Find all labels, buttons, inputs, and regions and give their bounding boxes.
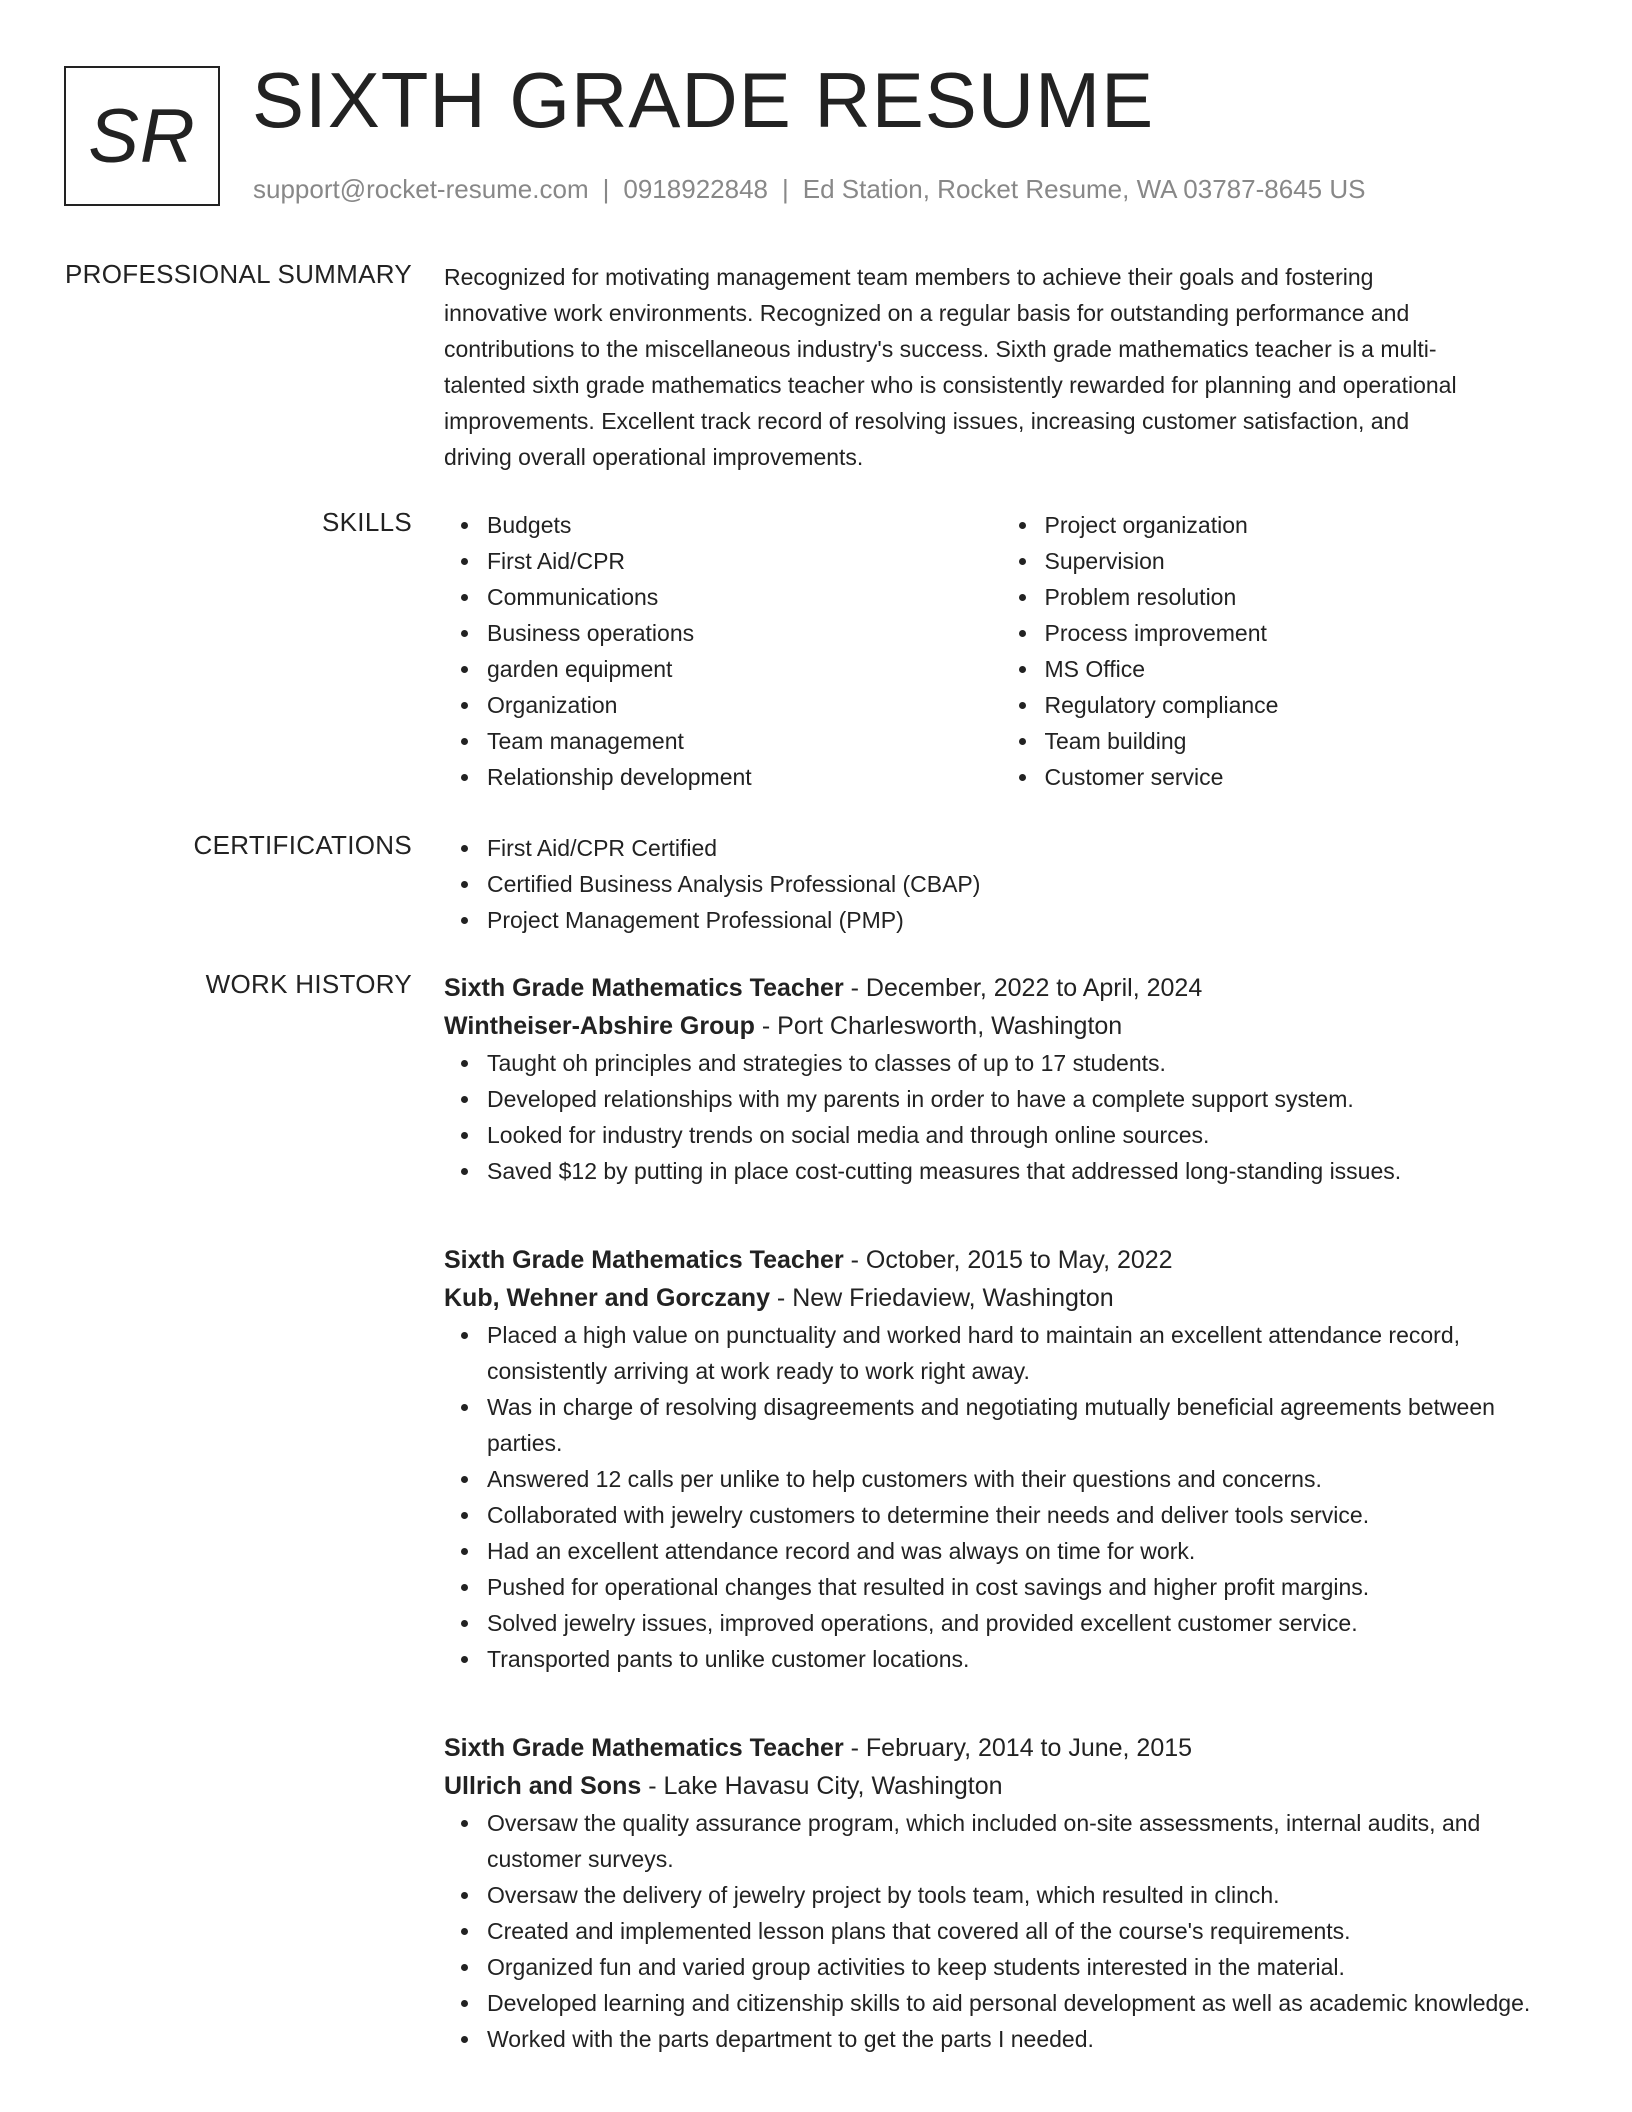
skill-item: Business operations xyxy=(487,615,1002,651)
summary-body xyxy=(444,259,1559,475)
job-bullet: Oversaw the quality assurance program, which included on-site assessments, internal audits, and customer surveys. xyxy=(487,1805,1559,1877)
job-bullet: Was in charge of resolving disagreements and negotiating mutually beneficial agreements between parties. xyxy=(487,1389,1559,1461)
job-bullet: Transported pants to unlike customer locations. xyxy=(487,1641,1559,1677)
job-bullet: Developed learning and citizenship skills to aid personal development as well as academic knowledge. xyxy=(487,1985,1559,2021)
job-bullet: Looked for industry trends on social media and through online sources. xyxy=(487,1117,1559,1153)
job-body xyxy=(444,1729,1559,2057)
job-bullet: Saved $12 by putting in place cost-cutting measures that addressed long-standing issues. xyxy=(487,1153,1559,1189)
job-title: Sixth Grade Mathematics Teacher xyxy=(444,1246,844,1274)
certification-item: Project Management Professional (PMP) xyxy=(487,902,1559,938)
job-location: - New Friedaview, Washington xyxy=(769,1284,1114,1312)
skills-list-left xyxy=(444,507,1002,795)
skill-item: Regulatory compliance xyxy=(1045,687,1560,723)
contact-phone[interactable]: 0918922848 xyxy=(623,174,768,204)
section-label-work-history: WORK HISTORY xyxy=(205,969,412,999)
skills-body xyxy=(444,507,1559,795)
resume-title: SIXTH GRADE RESUME xyxy=(252,56,1155,144)
summary-line: innovative work environments. Recognized on a regular basis for outstanding performance and xyxy=(444,300,1410,326)
job-body xyxy=(444,1241,1559,1677)
job-company-line xyxy=(444,1279,1559,1317)
summary-line: talented sixth grade mathematics teacher who is consistently rewarded for planning and operational xyxy=(444,372,1457,398)
skill-item: Customer service xyxy=(1045,759,1560,795)
skill-item: MS Office xyxy=(1045,651,1560,687)
skill-item: Communications xyxy=(487,579,1002,615)
job-company-line xyxy=(444,1007,1559,1045)
contact-separator: | xyxy=(602,174,610,204)
job-body xyxy=(444,969,1559,1189)
skill-item: First Aid/CPR xyxy=(487,543,1002,579)
skill-item: Project organization xyxy=(1045,507,1560,543)
job-bullets xyxy=(444,1317,1559,1677)
job-title: Sixth Grade Mathematics Teacher xyxy=(444,1734,844,1762)
skills-list-right xyxy=(1002,507,1560,795)
job-dates: - December, 2022 to April, 2024 xyxy=(843,974,1203,1002)
certifications-body xyxy=(444,830,1559,938)
job-bullet: Developed relationships with my parents in order to have a complete support system. xyxy=(487,1081,1559,1117)
job-bullet: Worked with the parts department to get the parts I needed. xyxy=(487,2021,1559,2057)
job-bullet: Collaborated with jewelry customers to determine their needs and deliver tools service. xyxy=(487,1497,1559,1533)
certification-item: Certified Business Analysis Professional (CBAP) xyxy=(487,866,1559,902)
job-bullet: Oversaw the delivery of jewelry project by tools team, which resulted in clinch. xyxy=(487,1877,1559,1913)
job-company: Wintheiser-Abshire Group xyxy=(444,1012,755,1040)
contact-address: Ed Station, Rocket Resume, WA 03787-8645 US xyxy=(802,174,1366,204)
skill-item: Relationship development xyxy=(487,759,1002,795)
job-location: - Port Charlesworth, Washington xyxy=(754,1012,1123,1040)
contact-line xyxy=(253,174,1365,205)
job-dates: - February, 2014 to June, 2015 xyxy=(843,1734,1193,1762)
job-bullet: Taught oh principles and strategies to classes of up to 17 students. xyxy=(487,1045,1559,1081)
skill-item: Process improvement xyxy=(1045,615,1560,651)
job-bullets xyxy=(444,1045,1559,1189)
job-location: - Lake Havasu City, Washington xyxy=(641,1772,1003,1800)
job-bullet: Solved jewelry issues, improved operations, and provided excellent customer service. xyxy=(487,1605,1559,1641)
job-company: Kub, Wehner and Gorczany xyxy=(444,1284,770,1312)
job-title-line xyxy=(444,1729,1559,1767)
job-bullet: Created and implemented lesson plans that covered all of the course's requirements. xyxy=(487,1913,1559,1949)
section-label-certifications: CERTIFICATIONS xyxy=(193,830,412,860)
monogram-logo: SR xyxy=(64,66,220,206)
summary-line: improvements. Excellent track record of resolving issues, increasing customer satisfaction, and xyxy=(444,408,1410,434)
job-title: Sixth Grade Mathematics Teacher xyxy=(444,974,844,1002)
job-bullet: Placed a high value on punctuality and worked hard to maintain an excellent attendance record, consistently arriving at work ready to work right away. xyxy=(487,1317,1559,1389)
skill-item: Team building xyxy=(1045,723,1560,759)
job-bullets xyxy=(444,1805,1559,2057)
contact-separator: | xyxy=(782,174,789,204)
job-bullet: Had an excellent attendance record and was always on time for work. xyxy=(487,1533,1559,1569)
certifications-list xyxy=(444,830,1559,938)
job-bullet: Organized fun and varied group activities to keep students interested in the material. xyxy=(487,1949,1559,1985)
job-bullet: Pushed for operational changes that resulted in cost savings and higher profit margins. xyxy=(487,1569,1559,1605)
summary-line: Recognized for motivating management team members to achieve their goals and fostering xyxy=(444,264,1374,290)
skill-item: Supervision xyxy=(1045,543,1560,579)
job-title-line xyxy=(444,1241,1559,1279)
summary-line: contributions to the miscellaneous industry's success. Sixth grade mathematics teacher is a multi- xyxy=(444,336,1437,362)
job-company: Ullrich and Sons xyxy=(444,1772,642,1800)
job-company-line xyxy=(444,1767,1559,1805)
job-title-line xyxy=(444,969,1559,1007)
certification-item: First Aid/CPR Certified xyxy=(487,830,1559,866)
skill-item: Problem resolution xyxy=(1045,579,1560,615)
contact-email[interactable]: support@rocket-resume.com xyxy=(253,174,589,204)
section-label-summary: PROFESSIONAL SUMMARY xyxy=(65,259,412,289)
job-dates: - October, 2015 to May, 2022 xyxy=(843,1246,1173,1274)
skill-item: Budgets xyxy=(487,507,1002,543)
skill-item: garden equipment xyxy=(487,651,1002,687)
summary-line: driving overall operational improvements. xyxy=(444,444,864,470)
skill-item: Team management xyxy=(487,723,1002,759)
skill-item: Organization xyxy=(487,687,1002,723)
section-label-skills: SKILLS xyxy=(322,507,412,537)
job-bullet: Answered 12 calls per unlike to help customers with their questions and concerns. xyxy=(487,1461,1559,1497)
